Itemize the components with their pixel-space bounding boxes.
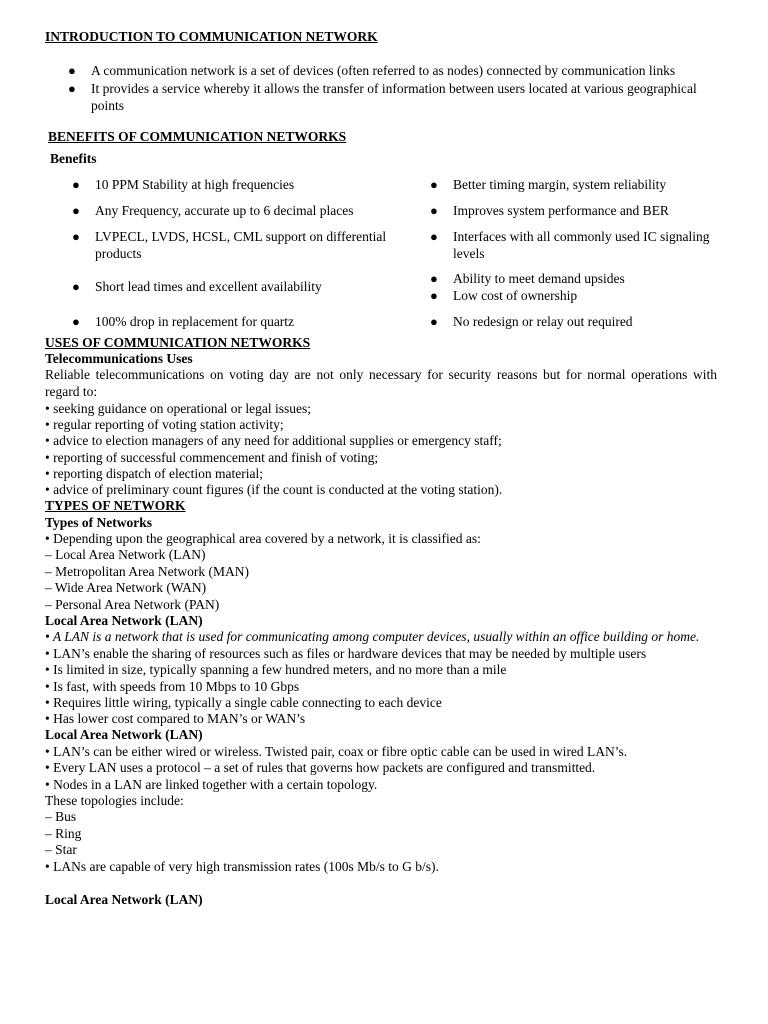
uses-line-1: • seeking guidance on operational or legal issues; [45, 401, 312, 416]
lan1-line-3: • Is fast, with speeds from 10 Mbps to 10 Gbps [45, 679, 300, 694]
lan2-line-7: – Star [45, 842, 77, 857]
benefit-left-4: Short lead times and excellent availability [95, 279, 322, 294]
bullet-icon: ● [430, 314, 438, 329]
types-line-2: – Local Area Network (LAN) [45, 547, 206, 562]
bullet-icon: ● [430, 203, 438, 218]
uses-line-5: • reporting dispatch of election material; [45, 466, 264, 481]
lan-definition: • A LAN is a network that is used for communicating among computer devices, usually within an office building or home. [45, 629, 700, 644]
types-line-4: – Wide Area Network (WAN) [45, 580, 207, 595]
bullet-icon: ● [430, 271, 438, 286]
lan2-line-1: • LAN’s can be either wired or wireless. Twisted pair, coax or fibre optic cable can be used in wired LAN’s. [45, 744, 628, 759]
bullet-icon: ● [68, 81, 76, 96]
bullet-icon: ● [72, 229, 80, 244]
lan1-line-4: • Requires little wiring, typically a single cable connecting to each device [45, 695, 442, 710]
uses-line-3: • advice to election managers of any need for additional supplies or emergency staff; [45, 433, 502, 448]
types-subheading: Types of Networks [45, 515, 152, 530]
lan1-line-1: • LAN’s enable the sharing of resources such as files or hardware devices that may be needed by multiple users [45, 646, 647, 661]
types-line-1: • Depending upon the geographical area covered by a network, it is classified as: [45, 531, 481, 546]
bullet-icon: ● [68, 63, 76, 78]
uses-line-4: • reporting of successful commencement and finish of voting; [45, 450, 379, 465]
benefit-left-1: 10 PPM Stability at high frequencies [95, 177, 295, 192]
benefit-right-1: Better timing margin, system reliability [453, 177, 667, 192]
bullet-icon: ● [72, 314, 80, 329]
benefit-right-4: Ability to meet demand upsides [453, 271, 625, 286]
lan2-line-4: These topologies include: [45, 793, 184, 808]
lan-heading-2: Local Area Network (LAN) [45, 727, 203, 742]
lan2-line-3: • Nodes in a LAN are linked together with a certain topology. [45, 777, 378, 792]
lan2-line-2: • Every LAN uses a protocol – a set of rules that governs how packets are configured and transmitted. [45, 760, 596, 775]
benefit-left-3: LVPECL, LVDS, HCSL, CML support on differential products [95, 229, 387, 261]
uses-subheading: Telecommunications Uses [45, 351, 193, 366]
types-line-3: – Metropolitan Area Network (MAN) [45, 564, 249, 579]
bullet-icon: ● [72, 203, 80, 218]
lan2-line-8: • LANs are capable of very high transmission rates (100s Mb/s to G b/s). [45, 859, 439, 874]
benefit-right-3: Interfaces with all commonly used IC signaling levels [453, 229, 710, 261]
types-line-5: – Personal Area Network (PAN) [45, 597, 220, 612]
benefit-right-6: No redesign or relay out required [453, 314, 633, 329]
bullet-icon: ● [430, 177, 438, 192]
benefits-subheading: Benefits [50, 151, 97, 166]
benefit-right-5: Low cost of ownership [453, 288, 578, 303]
lan1-line-5: • Has lower cost compared to MAN’s or WAN’s [45, 711, 306, 726]
uses-heading: USES OF COMMUNICATION NETWORKS [45, 335, 311, 350]
intro-bullet-2: It provides a service whereby it allows the transfer of information between users located at various geographical points [91, 81, 697, 113]
uses-line-6: • advice of preliminary count figures (if the count is conducted at the voting station). [45, 482, 503, 497]
page-title: INTRODUCTION TO COMMUNICATION NETWORK [45, 29, 378, 44]
lan-heading-3: Local Area Network (LAN) [45, 892, 203, 907]
benefit-right-2: Improves system performance and BER [453, 203, 669, 218]
uses-line-2: • regular reporting of voting station activity; [45, 417, 284, 432]
types-heading: TYPES OF NETWORK [45, 498, 186, 513]
bullet-icon: ● [430, 229, 438, 244]
bullet-icon: ● [72, 177, 80, 192]
intro-bullet-1: A communication network is a set of devices (often referred to as nodes) connected by communication links [91, 63, 676, 78]
benefit-left-2: Any Frequency, accurate up to 6 decimal places [95, 203, 354, 218]
benefit-left-5: 100% drop in replacement for quartz [95, 314, 295, 329]
lan1-line-2: • Is limited in size, typically spanning a few hundred meters, and no more than a mile [45, 662, 507, 677]
lan-heading-1: Local Area Network (LAN) [45, 613, 203, 628]
lan2-line-6: – Ring [45, 826, 82, 841]
benefits-heading: BENEFITS OF COMMUNICATION NETWORKS [48, 129, 347, 144]
uses-paragraph: Reliable telecommunications on voting day are not only necessary for security reasons but for normal operations with regard to: [45, 367, 717, 399]
bullet-icon: ● [72, 279, 80, 294]
bullet-icon: ● [430, 288, 438, 303]
lan2-line-5: – Bus [45, 809, 77, 824]
